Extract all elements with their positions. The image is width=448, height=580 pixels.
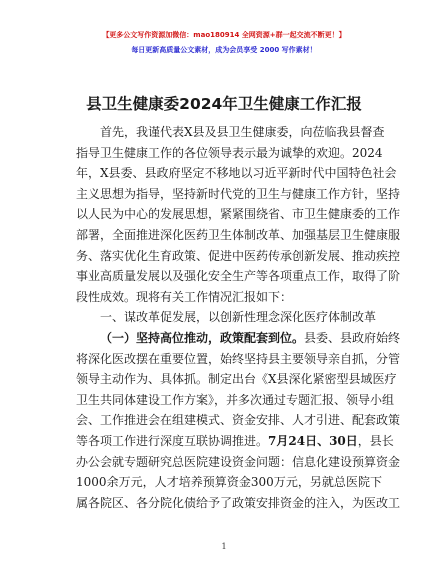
paragraph-line: 事业高质量发展以及强化安全生产等各项重点工作，取得了阶 [76,269,401,284]
paragraph-line: 指导卫生健康工作的各位领导表示最为诚挚的欢迎。2024 [76,145,383,160]
subsection-lead: （一）坚持高位推动，政策配套到位。 [100,330,305,345]
page-number: 1 [221,542,227,551]
paragraph-line: 卫生共同体建设工作方案》，并多次通过专题汇报、领导小组 [76,392,395,407]
paragraph-line: 1000余万元，人才培养预算资金300万元，另就总医院下 [76,475,382,490]
paragraph-line: 段性成效。现将有关工作情况汇报如下： [76,289,293,304]
paragraph-line: 属各院区、各分院化债给予了政策安排资金的注入，为医改工 [76,495,401,510]
paragraph-line: 以人民为中心的发展思想，紧紧围绕省、市卫生健康委的工作 [76,207,401,222]
emphasized-figure: 7月24日、30日 [268,433,358,448]
paragraph-line: 年，X县委、县政府坚定不移地以习近平新时代中国特色社会 [76,166,397,181]
promo-banner-line-1: 【更多公文写作资源加微信：mao180914 全网资源+群一起交流不断更！】 [102,31,346,39]
paragraph-line: 务、落实优化生育政策、促进中医药传承创新发展、推动疾控 [76,248,401,263]
paragraph-line: （一）坚持高位推动，政策配套到位。县委、县政府始终 [100,330,401,345]
paragraph-line: 首先，我谨代表X县及县卫生健康委，向莅临我县督查 [100,125,385,139]
document-title: 县卫生健康委2024年卫生健康工作汇报 [86,95,362,113]
promo-banner-line-2: 每日更新高质量公文素材，成为会员享受 2000 写作素材！ [131,46,317,54]
paragraph-line: 等各项工作进行深度互联协调推进。7月24日、30日，县长 [76,433,394,448]
paragraph-line: 部署，全面推进深化医药卫生体制改革、加强基层卫生健康服 [76,227,401,242]
paragraph-line: 办公会就专题研究总医院建设资金问题：信息化建设预算资金 [76,454,401,469]
section-heading: 一、谋改革促发展，以创新性理念深化医疗体制改革 [100,310,377,325]
paragraph-line: 主义思想为指导，坚持新时代党的卫生与健康工作方针，坚持 [76,186,401,201]
paragraph-line: 将深化医改摆在重要位置，始终坚持县主要领导亲自抓，分管 [76,351,401,366]
document-body [76,122,401,513]
paragraph-line: 领导主动作为、具体抓。制定出台《X县深化紧密型县域医疗 [76,372,397,387]
paragraph-line: 会、工作推进会在组建模式、资金安排、人才引进、配套政策 [76,413,401,428]
